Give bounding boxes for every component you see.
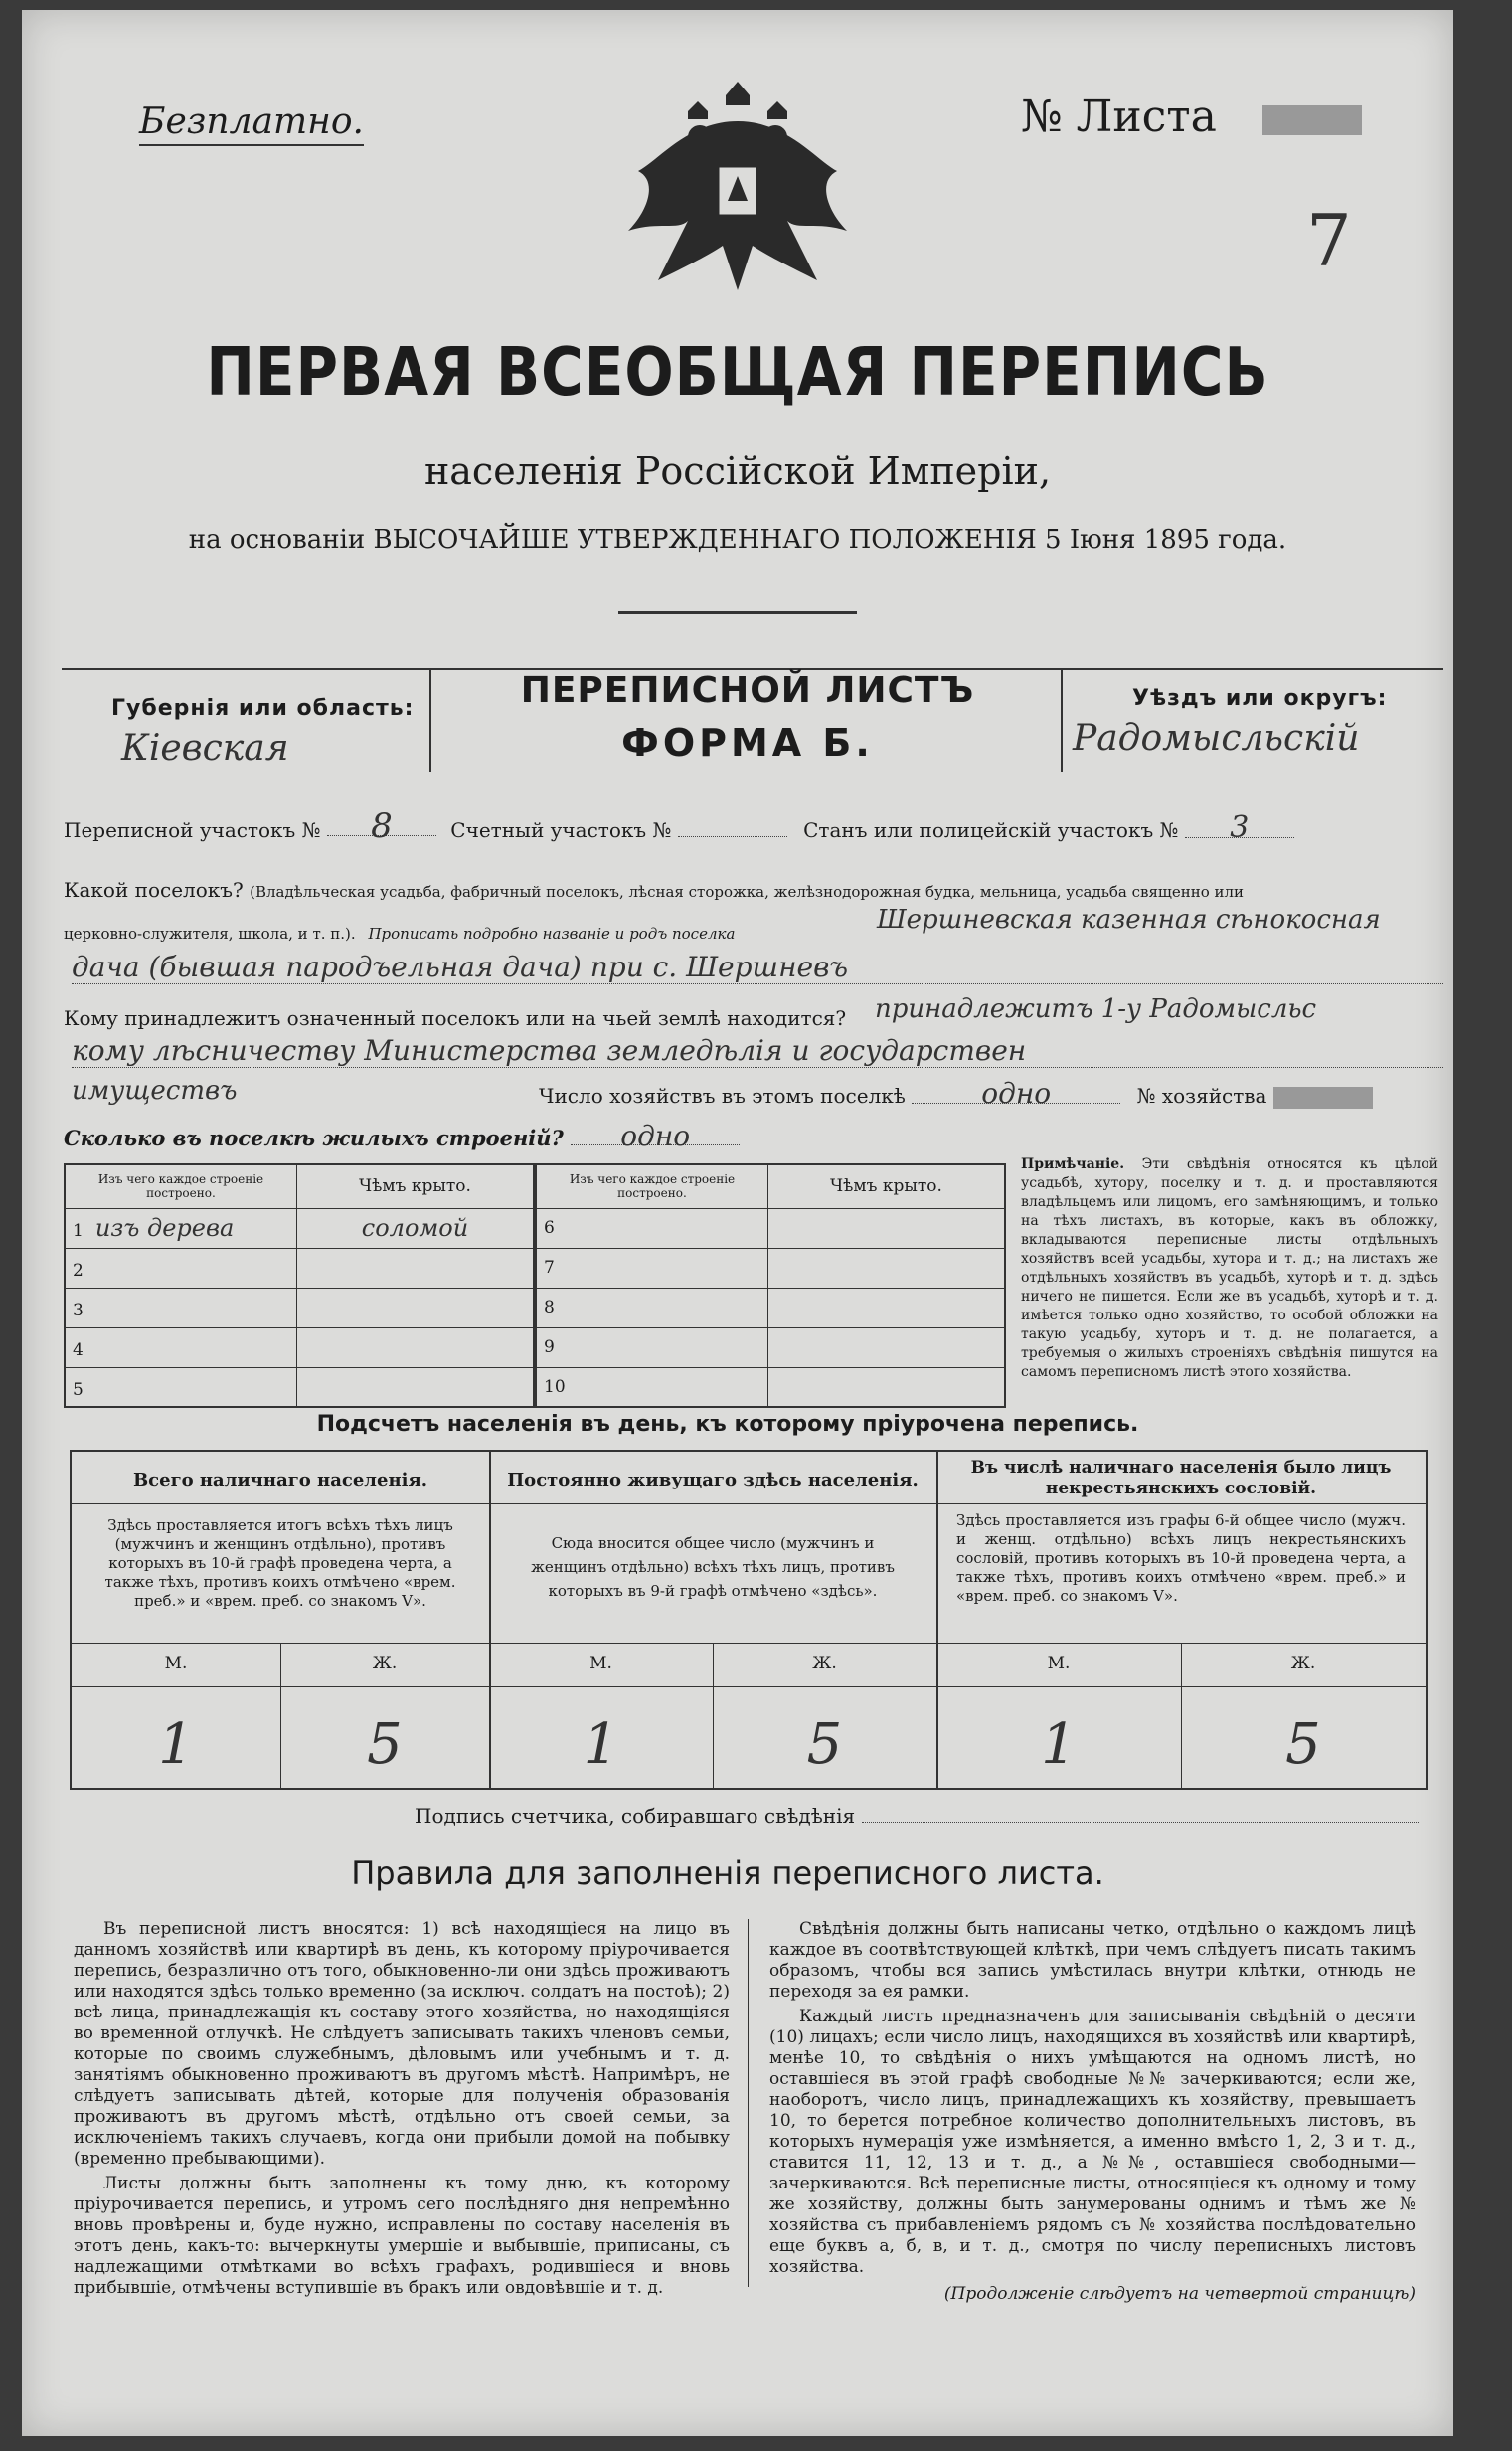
building-material-cell <box>536 1327 768 1367</box>
building-roof-cell <box>768 1248 1006 1288</box>
legal-basis: на основаніи ВЫСОЧАЙШЕ УТВЕРЖДЕННАГО ПОЛОЖЕНІЯ 5 Іюня 1895 года. <box>188 525 1287 555</box>
main-title: ПЕРВАЯ ВСЕОБЩАЯ ПЕРЕПИСЬ <box>206 332 1269 412</box>
note-title: Примѣчаніе. <box>1021 1156 1125 1172</box>
building-roof-cell <box>297 1248 535 1288</box>
double-headed-eagle-icon <box>618 72 857 310</box>
building-row <box>65 1248 534 1288</box>
census-district-label: Переписной участокъ № <box>64 818 321 842</box>
c2-female-value: 5 <box>806 1712 843 1777</box>
building-row <box>536 1288 1005 1327</box>
building-roof-cell <box>768 1288 1006 1327</box>
stan-label: Станъ или полицейскій участокъ № <box>803 818 1179 842</box>
households-line <box>539 1077 1373 1110</box>
building-row <box>536 1248 1005 1288</box>
stan-value: 3 <box>1185 819 1294 838</box>
sheet-number-field <box>1262 105 1362 135</box>
building-material-cell <box>536 1367 768 1407</box>
building-number: 7 <box>544 1258 555 1278</box>
building-number: 9 <box>544 1337 555 1357</box>
building-material-cell <box>65 1367 297 1407</box>
building-roof-cell <box>768 1208 1006 1248</box>
rules-divider <box>748 1919 749 2287</box>
signature-label: Подпись счетчика, собиравшаго свѣдѣнія <box>415 1804 856 1828</box>
households-label: Число хозяйствъ въ этомъ поселкѣ <box>539 1084 906 1108</box>
c3-female-value: 5 <box>1285 1712 1321 1777</box>
col-non-peasant-head: Въ числѣ наличнаго населенія было лицъ некрестьянскихъ сословій. <box>970 1458 1392 1498</box>
settlement-value-1: Шершневская казенная сѣнокосная <box>877 905 1381 935</box>
household-no-label: № хозяйства <box>1136 1084 1267 1108</box>
building-row <box>536 1208 1005 1248</box>
owner-value-1: принадлежитъ 1-у Радомысльс <box>875 994 1317 1024</box>
rules-continued: (Продолженіе слѣдуетъ на четвертой страницѣ) <box>943 2284 1416 2304</box>
household-no-field <box>1273 1087 1373 1109</box>
note-block <box>1021 1155 1438 1382</box>
districts-line <box>64 806 1294 846</box>
settlement-hint-2: церковно-служителя, школа, и т. п.). <box>64 925 356 943</box>
building-roof-cell <box>297 1367 535 1407</box>
buildings-question: Сколько въ поселкѣ жилыхъ строеній? <box>64 1126 564 1150</box>
building-material-cell <box>536 1288 768 1327</box>
building-roof-cell <box>768 1367 1006 1407</box>
gubernia-box <box>62 668 431 772</box>
rules-left-p2: Листы должны быть заполнены къ тому дню, къ которому пріурочивается перепись, и утромъ сего послѣдняго дня непремѣнно вновь провѣрены и, буде нужно, исправлены по составу населенія въ этотъ день, какъ-то: вычеркнуты умершіе и выбывшіе, приписаны, съ надлежащими отмѣтками во всѣхъ графахъ, родившіеся и вновь прибывшіе, отмѣчены вступившіе въ бракъ или овдовѣвшіе и т. д. <box>74 2174 730 2298</box>
settlement-instruction: Прописать подробно названіе и родъ поселка <box>368 925 736 943</box>
note-text: Эти свѣдѣнія относятся къ цѣлой усадьбѣ, хутору, поселку и т. д. и проставляются владѣльцемъ или лицомъ, его замѣняющимъ, и только на тѣхъ листахъ, въ которые, какъ въ обложку, вкладываются переписные листы отдѣльныхъ хозяйствъ всей усадьбы, хутора и т. д.; на листахъ же отдѣльныхъ хозяйствъ въ усадьбѣ, хуторѣ и т. д. здѣсь ничего не пишется. Если же въ усадьбѣ, хуторѣ и т. д. имѣется только одно хозяйство, то особой обложки на такую усадьбу, хуторъ и т. д. не полагается, а требуемыя о жилыхъ строеніяхъ свѣдѣнія пишутся на самомъ переписномъ листѣ этого хозяйства. <box>1021 1156 1438 1380</box>
c1-m-label: М. <box>164 1654 188 1673</box>
c3-male-value: 1 <box>1041 1712 1077 1777</box>
col-permanent-head: Постоянно живущаго здѣсь населенія. <box>507 1470 919 1490</box>
buildings-value: одно <box>571 1129 740 1145</box>
rules-left-p1: Въ переписной листъ вносятся: 1) всѣ находящіеся на лицо въ данномъ хозяйствѣ или квартирѣ въ день, къ которому пріурочивается перепись, безразлично отъ того, обыкновенно-ли они здѣсь проживаютъ или находятся здѣсь только временно (за исключ. солдатъ на постоѣ); 2) всѣ лица, принадлежащія къ составу этого хозяйства, но находящіяся во временной отлучкѣ. Не слѣдуетъ записывать такихъ членовъ семьи, которые по своимъ служебнымъ, дѣловымъ или учебнымъ и т. д. занятіямъ обыкновенно проживаютъ въ другомъ мѣстѣ. Напримѣръ, не слѣдуетъ записывать дѣтей, которые для полученія образованія проживаютъ въ другомъ мѣстѣ, отдѣльно отъ своей семьи, за исключеніемъ такихъ случаевъ, когда они прибыли домой на побывку (временно пребывающими). <box>74 1919 730 2169</box>
building-roof-cell <box>297 1327 535 1367</box>
households-value: одно <box>912 1085 1120 1104</box>
building-roof-cell <box>297 1208 535 1248</box>
settlement-value-2: дача (бывшая пародъельная дача) при с. Шершневъ <box>72 951 1443 984</box>
rules-right-p1: Свѣдѣнія должны быть написаны четко, отдѣльно о каждомъ лицѣ каждое въ соотвѣтствующей клѣткѣ, при чемъ слѣдуетъ писать такимъ образомъ, чтобы вся запись умѣстилась внутри клѣтки, отнюдь не переходя за ея рамки. <box>769 1919 1416 2002</box>
sheet-number-handwritten: 7 <box>1306 199 1352 282</box>
building-row <box>65 1367 534 1407</box>
header-divider <box>618 611 857 614</box>
building-number: 2 <box>73 1261 84 1281</box>
buildings-table-right <box>535 1163 1006 1408</box>
building-row <box>65 1208 534 1248</box>
col-total-text: Здѣсь проставляется итогъ всѣхъ тѣхъ лицъ (мужчинъ и женщинъ отдѣльно), противъ которыхъ въ 10-й графѣ проведена черта, а также тѣхъ, противъ коихъ отмѣчено «врем. преб.» и «врем. преб. со знакомъ V». <box>104 1516 456 1610</box>
col-permanent-text: Сюда вносится общее число (мужчинъ и женщинъ отдѣльно) всѣхъ тѣхъ лицъ, противъ которыхъ въ 9-й графѣ отмѣчено «здѣсь». <box>531 1534 895 1600</box>
rules-title: Правила для заполненія переписного листа. <box>351 1854 1104 1892</box>
gubernia-value: Кіевская <box>121 728 289 769</box>
building-number: 5 <box>73 1379 84 1400</box>
gubernia-label: Губернія или область: <box>111 696 415 721</box>
col-total-head: Всего наличнаго населенія. <box>132 1470 428 1490</box>
buildings-table-left <box>64 1163 535 1408</box>
building-row <box>65 1288 534 1327</box>
signature-line <box>415 1804 1419 1828</box>
building-row <box>65 1327 534 1367</box>
subtitle: населенія Россійской Имперіи, <box>423 449 1052 493</box>
settlement-line <box>64 878 1244 902</box>
signature-field <box>862 1822 1419 1823</box>
c1-male-value: 1 <box>158 1712 194 1777</box>
c2-male-value: 1 <box>583 1712 619 1777</box>
settlement-line-2 <box>64 925 735 943</box>
building-material-cell <box>65 1327 297 1367</box>
c3-m-label: М. <box>1047 1654 1071 1673</box>
counting-district-label: Счетный участокъ № <box>450 818 672 842</box>
building-material-value: изъ дерева <box>94 1214 235 1242</box>
col-roof-head-2: Чѣмъ крыто. <box>768 1164 1006 1208</box>
c3-f-label: Ж. <box>1290 1654 1316 1673</box>
building-number: 4 <box>73 1340 84 1360</box>
building-roof-cell <box>768 1327 1006 1367</box>
building-material-cell <box>65 1248 297 1288</box>
col-material-head-2: Изъ чего каждое строеніе построено. <box>536 1164 768 1208</box>
building-number: 3 <box>73 1301 84 1320</box>
col-roof-head: Чѣмъ крыто. <box>297 1164 535 1208</box>
free-label: Безплатно. <box>139 101 364 146</box>
uezd-value: Радомысльскій <box>1073 718 1360 759</box>
uezd-label: Уѣздъ или округъ: <box>1132 686 1388 711</box>
building-number: 10 <box>544 1376 566 1397</box>
census-district-value: 8 <box>327 817 436 836</box>
building-roof-cell <box>297 1288 535 1327</box>
building-number: 8 <box>544 1298 555 1317</box>
building-roof-value: соломой <box>361 1214 469 1242</box>
building-material-cell <box>536 1248 768 1288</box>
c1-f-label: Ж. <box>372 1654 398 1673</box>
building-row <box>536 1367 1005 1407</box>
building-row <box>536 1327 1005 1367</box>
sheet-title: ПЕРЕПИСНОЙ ЛИСТЪ <box>520 670 975 711</box>
building-material-cell <box>536 1208 768 1248</box>
buildings-line <box>64 1120 740 1152</box>
c1-female-value: 5 <box>367 1712 403 1777</box>
uezd-box <box>1061 668 1445 772</box>
census-form-page <box>22 10 1453 2436</box>
owner-question: Кому принадлежитъ означенный поселокъ или на чьей землѣ находится? <box>64 1006 847 1030</box>
col-non-peasant-text: Здѣсь проставляется изъ графы 6-й общее число (мужч. и женщ. отдѣльно) всѣхъ лицъ некрестьянскихъ сословій, противъ которыхъ въ 10-й проведена черта, а также тѣхъ, противъ коихъ отмѣчено «врем. преб.» и «врем. преб. со знакомъ V». <box>956 1511 1406 1605</box>
population-title: Подсчетъ населенія въ день, къ которому пріурочена перепись. <box>316 1412 1139 1437</box>
sheet-number-label: № Листа <box>1021 91 1217 142</box>
building-material-cell <box>65 1208 297 1248</box>
c2-f-label: Ж. <box>812 1654 837 1673</box>
c2-m-label: М. <box>589 1654 612 1673</box>
counting-district-field <box>678 836 787 837</box>
rules-right-column <box>769 1919 1416 2305</box>
form-label: ФОРМА Б. <box>621 721 874 765</box>
col-material-head: Изъ чего каждое строеніе построено. <box>65 1164 297 1208</box>
settlement-question: Какой поселокъ? <box>64 878 244 902</box>
building-material-cell <box>65 1288 297 1327</box>
rules-right-p2: Каждый листъ предназначенъ для записыванія свѣдѣній о десяти (10) лицахъ; если число лицъ, находящихся въ хозяйствѣ или квартирѣ, менѣе 10, то свѣдѣнія о нихъ умѣщаются на одномъ листѣ, но оставшіеся въ этой графѣ свободные №№ зачеркиваются; если же, наоборотъ, число лицъ, принадлежащихъ къ хозяйству, превышаетъ 10, то берется потребное количество дополнительныхъ листовъ, въ которыхъ нумерація уже измѣняется, а именно вмѣсто 1, 2, 3 и т. д., ставится 11, 12, 13 и т. д., а №№, оставшіеся свободными—зачеркиваются. Всѣ переписные листы, относящіеся къ одному и тому же хозяйству, должны быть занумерованы однимъ и тѣмъ же № хозяйства съ прибавленіемъ рядомъ съ № хозяйства послѣдовательно еще буквъ а, б, в, и т. д., смотря по числу переписныхъ листовъ хозяйства. <box>769 2007 1416 2277</box>
owner-value-2: кому лѣсничеству Министерства земледѣлія и государствен <box>72 1034 1443 1068</box>
rules-left-column <box>74 1919 730 2299</box>
building-number: 1 <box>73 1221 84 1241</box>
settlement-hint: (Владѣльческая усадьба, фабричный поселокъ, лѣсная сторожка, желѣзнодорожная будка, мельница, усадьба священно или <box>250 883 1245 901</box>
owner-value-3: имуществъ <box>72 1076 238 1106</box>
building-number: 6 <box>544 1218 555 1238</box>
population-table <box>70 1450 1428 1790</box>
